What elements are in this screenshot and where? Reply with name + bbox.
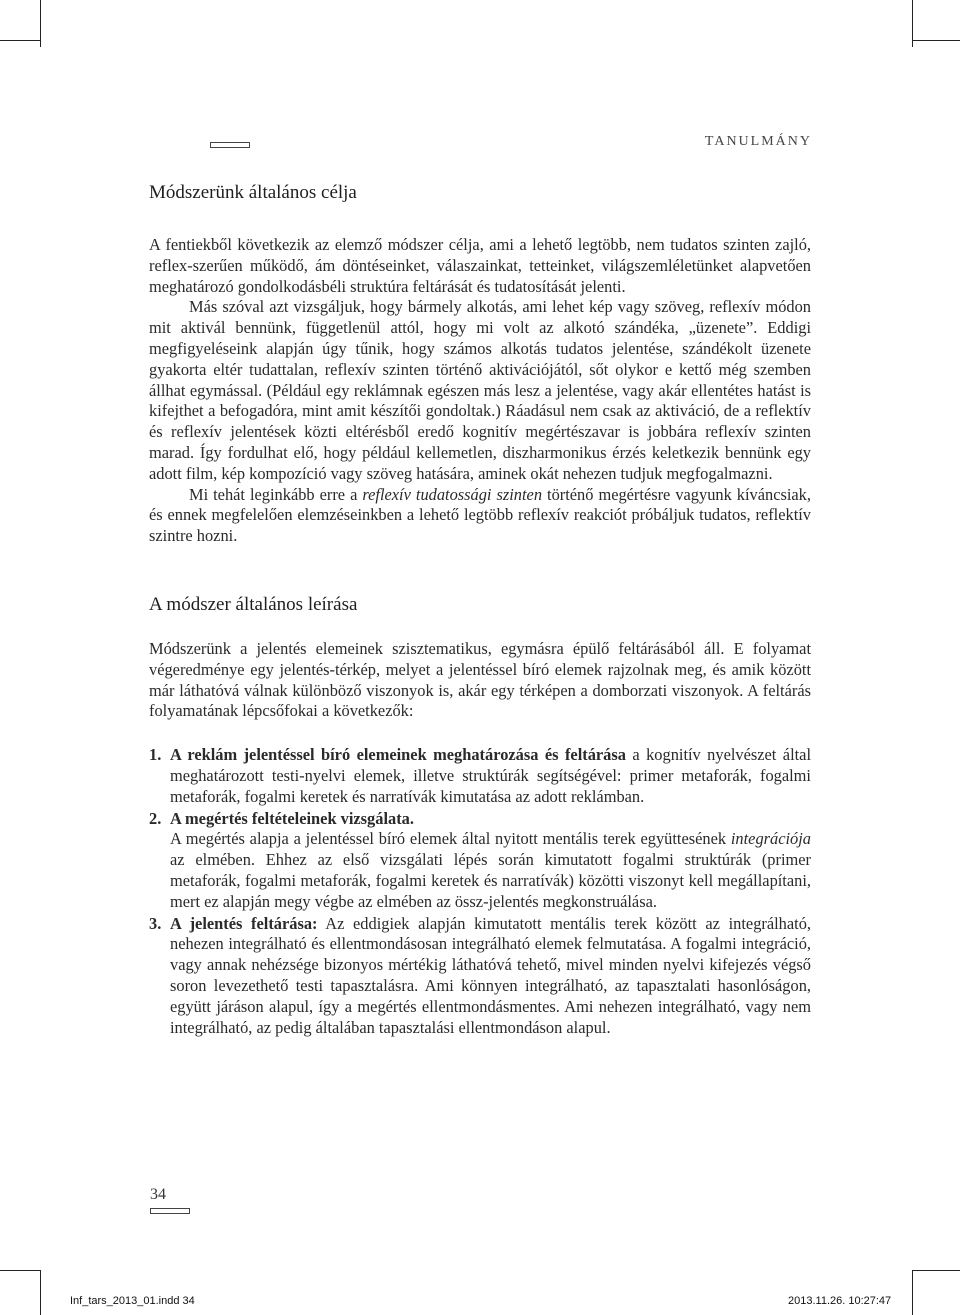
article-body [149,168,811,1039]
crop-mark [40,1270,41,1315]
header-ornament [210,142,250,148]
steps-list [149,745,811,1038]
print-slug-date: 2013.11.26. 10:27:47 [788,1295,892,1307]
print-slug-file: Inf_tars_2013_01.indd 34 [70,1295,195,1307]
paragraph: Mi tehát leginkább erre a reflexív tudatossági szinten történő megértésre vagyunk kíváncsiak, és ennek megfelelően elemzéseinkben a lehető legtöbb reflexív reakciót próbáljuk tudatos, reflektív szintre hozni. [149,484,811,546]
crop-mark [912,1270,960,1271]
list-item: 2. A megértés feltételeinek vizsgálata. A megértés alapja a jelentéssel bíró elemek által nyitott mentális terek együttesének integrációja az elmében. Ehhez az első vizsgálati lépés során kimutatott fogalmi struktúrák (primer metaforák, fogalmi metaforák, fogalmi keretek és narratívák) közötti viszonyt kell megállapítani, mert ez alapján megy végbe az elmében az össz-jelentés megkonstruálása. [149,808,811,911]
emphasis: reflexív tudatossági szinten [362,484,543,504]
paragraph: A fentiekből következik az elemző módszer célja, ami a lehető legtöbb, nem tudatos szinten zajló, reflex-szerűen működő, ám döntéseinket, válaszainkat, tetteinket, világszemléletünket alapvetően meghatározó gondolkodásbéli struktúra feltárását és tudatosítását jelenti. [149,235,811,296]
list-item: 3. A jelentés feltárása: Az eddigiek alapján kimutatott mentális terek között az integrálható, nehezen integrálható és ellentmondásosan integrálható elemek felmutatása. A fogalmi integráció, vagy annak nehézsége bizonyos mértékig láthatóvá tehető, mivel minden nyelvi kifejezés végső soron levezethető testi tapasztalásra. Ami könnyen integrálható, az tapasztalati hasonlóságon, együtt járáson alapul, így a megértés ellentmondásmentes. Ami nehezen integrálható, vagy nem integrálható, az pedig általában tapasztalási ellentmondáson alapul. [149,913,811,1037]
crop-mark [0,40,40,41]
section-heading-goal: Módszerünk általános célja [149,182,357,203]
emphasis: integrációja [730,829,811,849]
crop-mark [912,40,960,41]
crop-mark [40,0,41,47]
crop-mark [0,1270,40,1271]
page-number: 34 [150,1186,166,1203]
paragraph: Módszerünk a jelentés elemeinek szisztematikus, egymásra épülő feltárásából áll. E folyamat végeredménye egy jelentés-térkép, melyet a jelentéssel bíró elemek rajzolnak meg, és amik között már láthatóvá válnak különböző viszonyok is, akár egy térképen a domborzati viszonyok. A feltárás folyamatának lépcsőfokai a következők: [149,638,811,721]
crop-mark [912,1270,913,1315]
section-label: TANULMÁNY [704,134,812,149]
paragraph: Más szóval azt vizsgáljuk, hogy bármely alkotás, ami lehet kép vagy szöveg, reflexív módon mit aktivál bennünk, függetlenül attól, hogy mi volt az alkotó szándéka, „üzenete”. Eddigi megfigyeléseink alapján úgy tűnik, hogy számos alkotás tudatos jelentése, szándékolt üzenete gyakorta eltér tudattalan, reflexív szinten történő aktivációjától, sőt olykor e kettő még szemben állhat egymással. (Például egy reklámnak egészen más lesz a jelentése, vagy akár ellentétes hatást is kifejthet a befogadóra, mint amit készítői gondoltak.) Ráadásul nem csak az aktiváció, de a reflektív és reflexív jelentések közti eltérésből eredő kognitív megértészavar is jobbára reflexív szinten marad. Így fordulhat elő, hogy például kellemetlen, diszharmonikus érzés keletkezik bennünk egy adott film, kép kompozíció vagy szöveg hatására, aminek okát nehezen tudjuk megfogalmazni. [149,297,811,483]
section-heading-method: A módszer általános leírása [149,593,358,615]
footer-ornament [150,1208,190,1214]
list-item: 1. A reklám jelentéssel bíró elemeinek meghatározása és feltárása a kognitív nyelvészet által meghatározott testi-nyelvi elemek, illetve struktúrák segítségével: primer metaforák, fogalmi metaforák, fogalmi keretek és narratívák kimutatása az adott reklámban. [149,745,812,806]
